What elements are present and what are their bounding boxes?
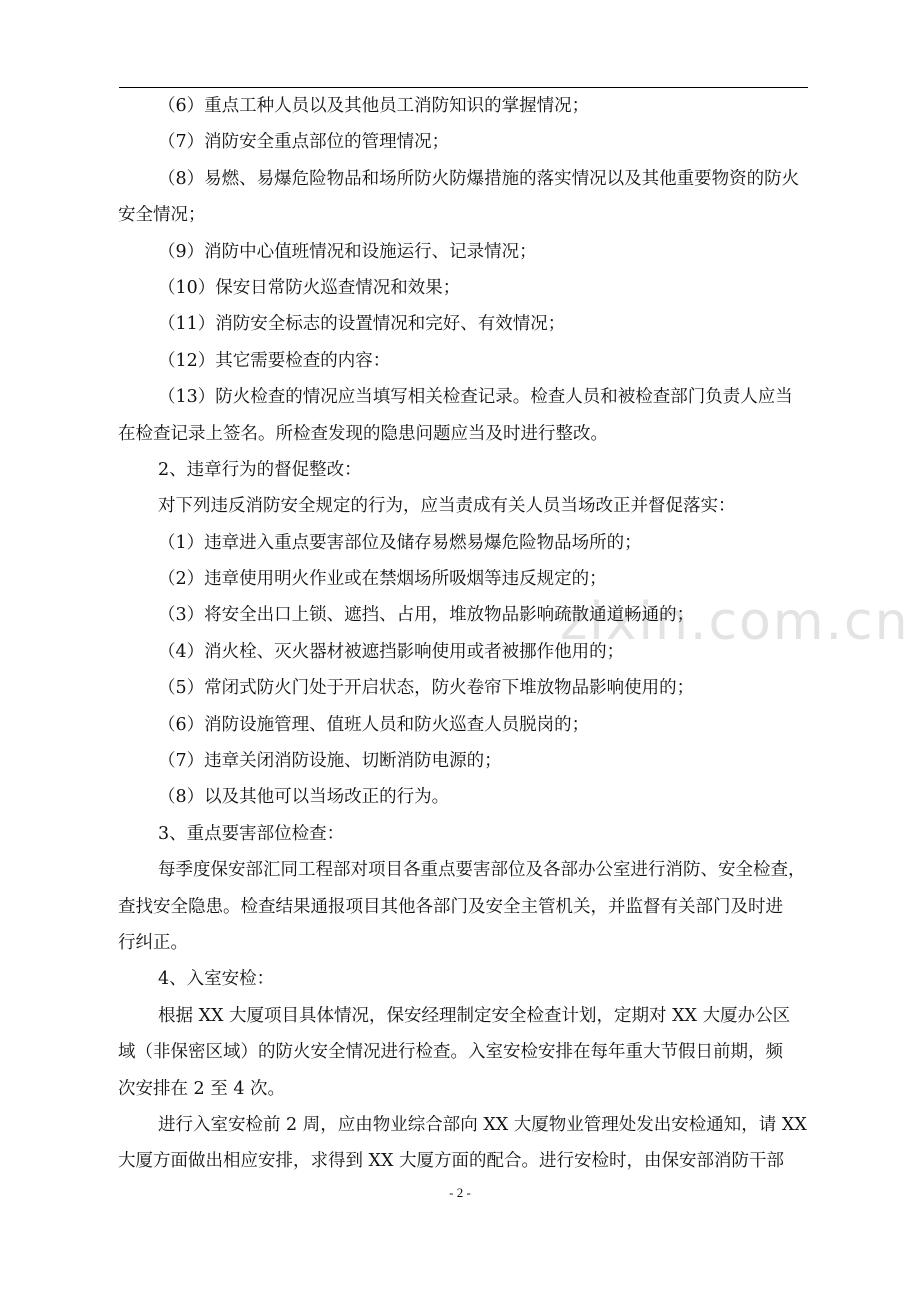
text-line: 次安排在 2 至 4 次。 [118, 1078, 286, 1099]
text-line: （3）将安全出口上锁、遮挡、占用，堆放物品影响疏散通道畅通的； [158, 605, 695, 626]
text-line: （13）防火检查的情况应当填写相关检查记录。检查人员和被检查部门负责人应当 [158, 387, 793, 408]
text-line: 在检查记录上签名。所检查发现的隐患问题应当及时进行整改。 [118, 423, 608, 444]
text-line: （9）消防中心值班情况和设施运行、记录情况； [158, 241, 537, 262]
section-heading: 3、重点要害部位检查： [158, 823, 345, 844]
section-heading: 2、违章行为的督促整改： [158, 459, 362, 480]
text-line: （5）常闭式防火门处于开启状态，防火卷帘下堆放物品影响使用的； [158, 678, 695, 699]
text-line: 根据 XX 大厦项目具体情况，保安经理制定安全检查计划，定期对 XX 大厦办公区 [158, 1005, 791, 1026]
document-body [118, 88, 833, 1180]
text-line: （10）保安日常防火巡查情况和效果； [158, 277, 461, 298]
text-line: （7）消防安全重点部位的管理情况； [158, 132, 450, 153]
text-line: （8）易燃、易爆危险物品和场所防火防爆措施的落实情况以及其他重要物资的防火 [158, 168, 800, 189]
text-line: （12）其它需要检查的内容： [158, 350, 391, 371]
text-line: （8）以及其他可以当场改正的行为。 [158, 787, 450, 808]
watermark: zixin.com.cn [560, 592, 910, 652]
text-line: （6）消防设施管理、值班人员和防火巡查人员脱岗的； [158, 714, 590, 735]
text-line: （11）消防安全标志的设置情况和完好、有效情况； [158, 314, 566, 335]
text-line: （1）违章进入重点要害部位及储存易燃易爆危险物品场所的； [158, 532, 642, 553]
text-line: （7）违章关闭消防设施、切断消防电源的； [158, 751, 502, 772]
text-line: 域（非保密区域）的防火安全情况进行检查。入室安检安排在每年重大节假日前期，频 [118, 1042, 783, 1063]
text-line: 安全情况； [118, 205, 206, 226]
section-heading: 4、入室安检： [158, 969, 275, 990]
text-line: 大厦方面做出相应安排，求得到 XX 大厦方面的配合。进行安检时，由保安部消防干部 [118, 1151, 785, 1172]
text-line: 进行入室安检前 2 周，应由物业综合部向 XX 大厦物业管理处发出安检通知，请 XX [158, 1114, 807, 1135]
text-line: （2）违章使用明火作业或在禁烟场所吸烟等违反规定的； [158, 569, 607, 590]
text-line: 对下列违反消防安全规定的行为，应当责成有关人员当场改正并督促落实： [158, 496, 736, 517]
text-line: 查找安全隐患。检查结果通报项目其他各部门及安全主管机关，并监督有关部门及时进 [118, 896, 783, 917]
text-line: 每季度保安部汇同工程部对项目各重点要害部位及各部办公室进行消防、安全检查， [158, 860, 806, 881]
text-line: （4）消火栓、灭火器材被遮挡影响使用或者被挪作他用的； [158, 641, 625, 662]
text-line: 行纠正。 [118, 932, 188, 953]
text-line: （6）重点工种人员以及其他员工消防知识的掌握情况； [158, 96, 590, 116]
page-number: - 2 - [449, 1185, 471, 1200]
